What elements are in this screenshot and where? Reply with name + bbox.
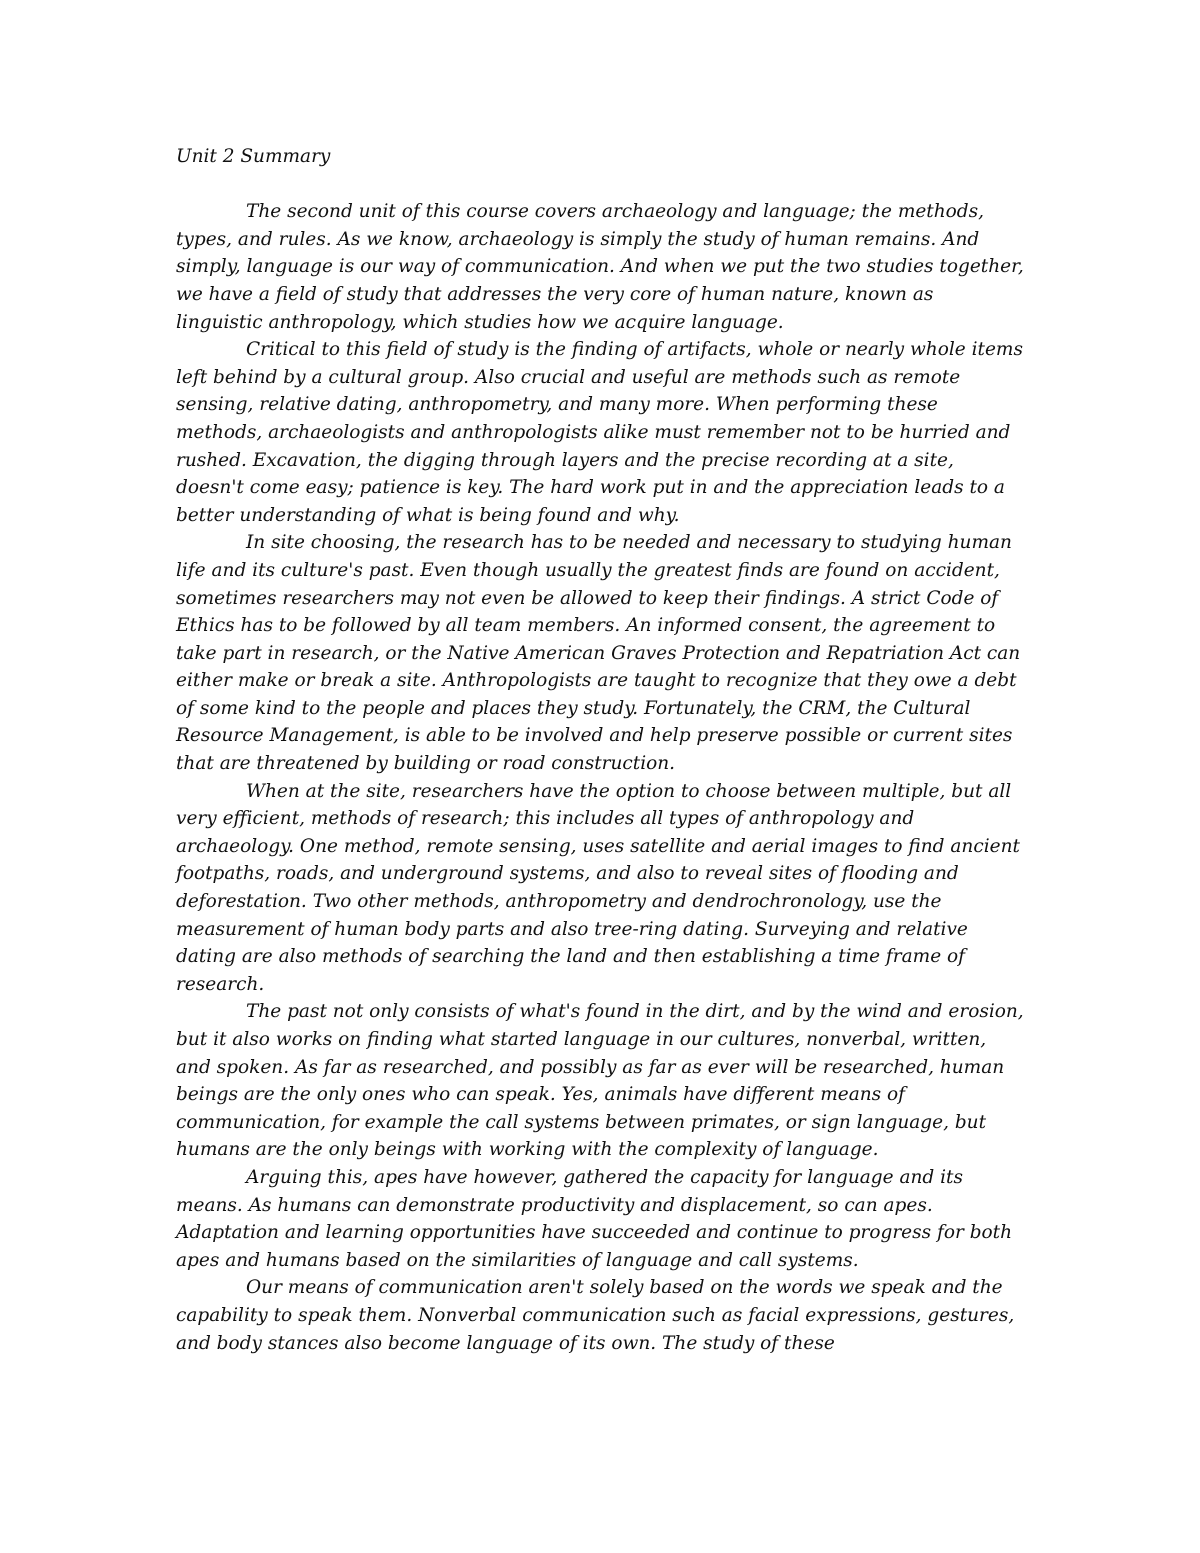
paragraph: In site choosing, the research has to be needed and necessary to studying human life and its culture's past. Even though usually the greatest finds are found on accident, sometimes researchers may not even be allowed to keep their findings. A strict Code of Ethics has to be followed by all team members. An informed consent, the agreement to take part in research, or the Native American Graves Protection and Repatriation Act can either make or break a site. Anthropologists are taught to recognize that they owe a debt of some kind to the people and places they study. Fortunately, the CRM, the Cultural Resource Management, is able to be involved and help preserve possible or current sites that are threatened by building or road construction. — [176, 532, 1021, 775]
paragraph: Critical to this field of study is the finding of artifacts, whole or nearly whole items left behind by a cultural group. Also crucial and useful are methods such as remote sensing, relative dating, anthropometry, and many more. When performing these methods, archaeologists and anthropologists alike must remember not to be hurried and rushed. Excavation, the digging through layers and the precise recording at a site, doesn't come easy; patience is key. The hard work put in and the appreciation leads to a better understanding of what is being found and why. — [176, 339, 1023, 526]
paragraph: The second unit of this course covers archaeology and language; the methods, types, and rules. As we know, archaeology is simply the study of human remains. And simply, language is our way of communication. And when we put the two studies together, we have a field of study that addresses the very core of human nature, known as linguistic anthropology, which studies how we acquire language. — [176, 201, 1024, 333]
paragraph: Our means of communication aren't solely based on the words we speak and the capability to speak them. Nonverbal communication such as facial expressions, gestures, and body stances also become language of its own. The study of these — [176, 1277, 1015, 1354]
document-body — [176, 143, 1024, 1357]
paragraph: Arguing this, apes have however, gathered the capacity for language and its means. As humans can demonstrate productivity and displacement, so can apes. Adaptation and learning opportunities have succeeded and continue to progress for both apes and humans based on the similarities of language and call systems. — [176, 1166, 1013, 1271]
document-title: Unit 2 Summary — [176, 146, 331, 167]
paragraph: When at the site, researchers have the option to choose between multiple, but all very efficient, methods of research; this includes all types of anthropology and archaeology. One method, remote sensing, uses satellite and aerial images to find ancient footpaths, roads, and underground systems, and also to reveal sites of flooding and deforestation. Two other methods, anthropometry and dendrochronology, use the measurement of human body parts and also tree-ring dating. Surveying and relative dating are also methods of searching the land and then establishing a time frame of research. — [176, 780, 1020, 995]
paragraph: The past not only consists of what's found in the dirt, and by the wind and erosion, but it also works on finding what started language in our cultures, nonverbal, written, and spoken. As far as researched, and possibly as far as ever will be researched, human beings are the only ones who can speak. Yes, animals have different means of communication, for example the call systems between primates, or sign language, but humans are the only beings with working with the complexity of language. — [176, 1001, 1024, 1161]
